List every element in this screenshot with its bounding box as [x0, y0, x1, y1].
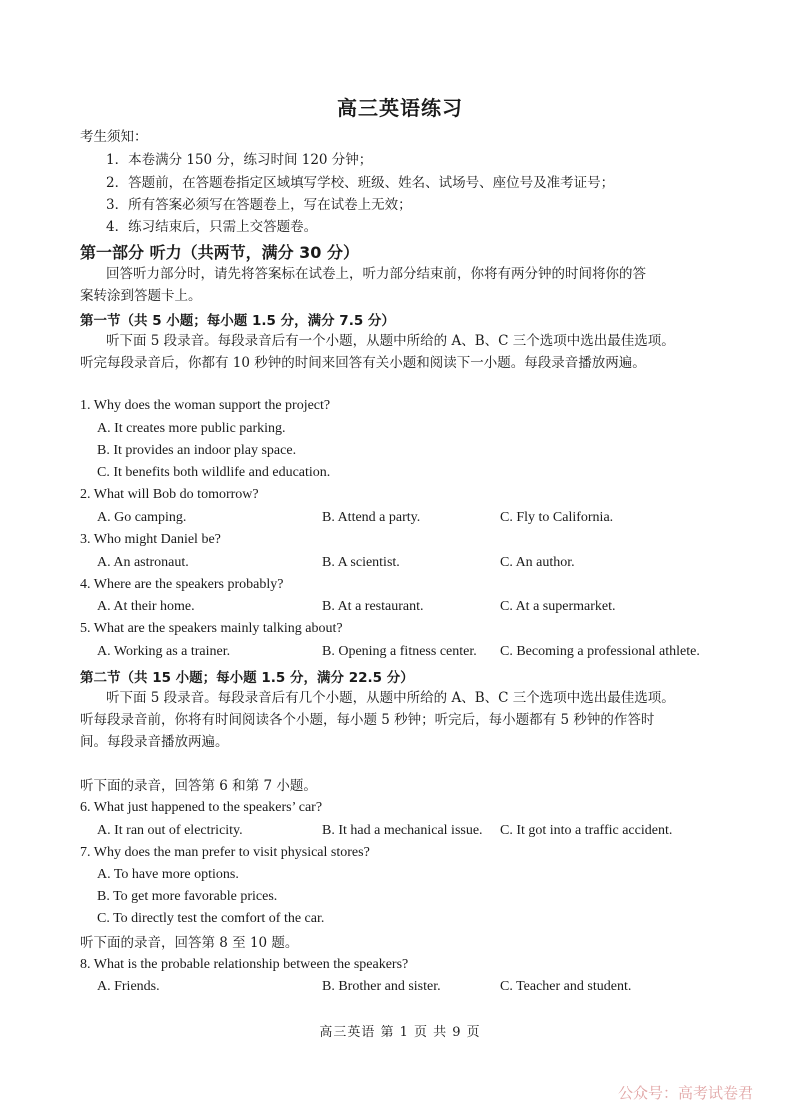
notice-item: 1．本卷满分 150 分，练习时间 120 分钟； [106, 152, 373, 168]
option-a: A. Go camping. [97, 510, 187, 525]
option-a: A. An astronaut. [97, 555, 189, 570]
question-stem: 6. What just happened to the speakers’ car? [80, 800, 323, 815]
question-stem: 5. What are the speakers mainly talking about? [80, 621, 343, 636]
section2-intro-line: 听下面 5 段录音。每段录音后有几个小题，从题中所给的 A、B、C 三个选项中选出最佳选项。 [106, 690, 675, 706]
notice-heading: 考生须知： [80, 129, 148, 145]
option-a: A. Friends. [97, 979, 160, 994]
group-note: 听下面的录音，回答第 8 至 10 题。 [80, 935, 299, 951]
option-c: C. It got into a traffic accident. [500, 823, 673, 838]
option-a: A. Working as a trainer. [97, 644, 231, 659]
section2-intro-line: 间。每段录音播放两遍。 [80, 734, 229, 750]
group-note: 听下面的录音，回答第 6 和第 7 小题。 [80, 778, 317, 794]
part1-intro-line: 案转涂到答题卡上。 [80, 288, 202, 304]
part1-intro-line: 回答听力部分时，请先将答案标在试卷上，听力部分结束前，你将有两分钟的时间将你的答 [106, 266, 646, 282]
option-a: A. At their home. [97, 599, 195, 614]
section1-intro-line: 听下面 5 段录音。每段录音后有一个小题，从题中所给的 A、B、C 三个选项中选出最佳选项。 [106, 333, 675, 349]
page-title: 高三英语练习 [337, 96, 463, 120]
notice-item: 2．答题前，在答题卷指定区域填写学校、班级、姓名、试场号、座位号及准考证号； [106, 175, 615, 191]
option-a: A. It ran out of electricity. [97, 823, 243, 838]
option-b: B. Attend a party. [322, 510, 421, 525]
page-footer: 高三英语 第 1 页 共 9 页 [319, 1025, 481, 1040]
option-a: A. To have more options. [97, 867, 239, 882]
option-c: C. At a supermarket. [500, 599, 616, 614]
option-b: B. To get more favorable prices. [97, 889, 278, 904]
option-c: C. Becoming a professional athlete. [500, 644, 700, 659]
question-stem: 7. Why does the man prefer to visit physical stores? [80, 845, 370, 860]
notice-item: 4．练习结束后，只需上交答题卷。 [106, 219, 318, 235]
option-c: C. To directly test the comfort of the car. [97, 911, 325, 926]
notice-item: 3．所有答案必须写在答题卷上，写在试卷上无效； [106, 197, 412, 213]
part1-heading: 第一部分 听力（共两节，满分 30 分） [80, 243, 359, 262]
option-a: A. It creates more public parking. [97, 421, 286, 436]
section1-intro-line: 听完每段录音后，你都有 10 秒钟的时间来回答有关小题和阅读下一小题。每段录音播放两遍。 [80, 355, 646, 371]
option-b: B. At a restaurant. [322, 599, 424, 614]
option-b: B. A scientist. [322, 555, 400, 570]
section2-intro-line: 听每段录音前，你将有时间阅读各个小题，每小题 5 秒钟；听完后，每小题都有 5 秒钟的作答时 [80, 712, 655, 728]
option-c: C. It benefits both wildlife and education. [97, 465, 331, 480]
question-stem: 4. Where are the speakers probably? [80, 577, 284, 592]
option-b: B. Opening a fitness center. [322, 644, 477, 659]
question-stem: 8. What is the probable relationship between the speakers? [80, 957, 409, 972]
question-stem: 1. Why does the woman support the project? [80, 398, 331, 413]
option-c: C. Teacher and student. [500, 979, 632, 994]
question-stem: 3. Who might Daniel be? [80, 532, 221, 547]
question-stem: 2. What will Bob do tomorrow? [80, 487, 259, 502]
option-b: B. Brother and sister. [322, 979, 441, 994]
watermark: 公众号：高考试卷君 [618, 1084, 754, 1102]
section2-heading: 第二节（共 15 小题；每小题 1.5 分，满分 22.5 分） [80, 670, 414, 686]
option-b: B. It had a mechanical issue. [322, 823, 483, 838]
option-c: C. An author. [500, 555, 575, 570]
option-c: C. Fly to California. [500, 510, 614, 525]
option-b: B. It provides an indoor play space. [97, 443, 297, 458]
section1-heading: 第一节（共 5 小题；每小题 1.5 分，满分 7.5 分） [80, 313, 395, 329]
